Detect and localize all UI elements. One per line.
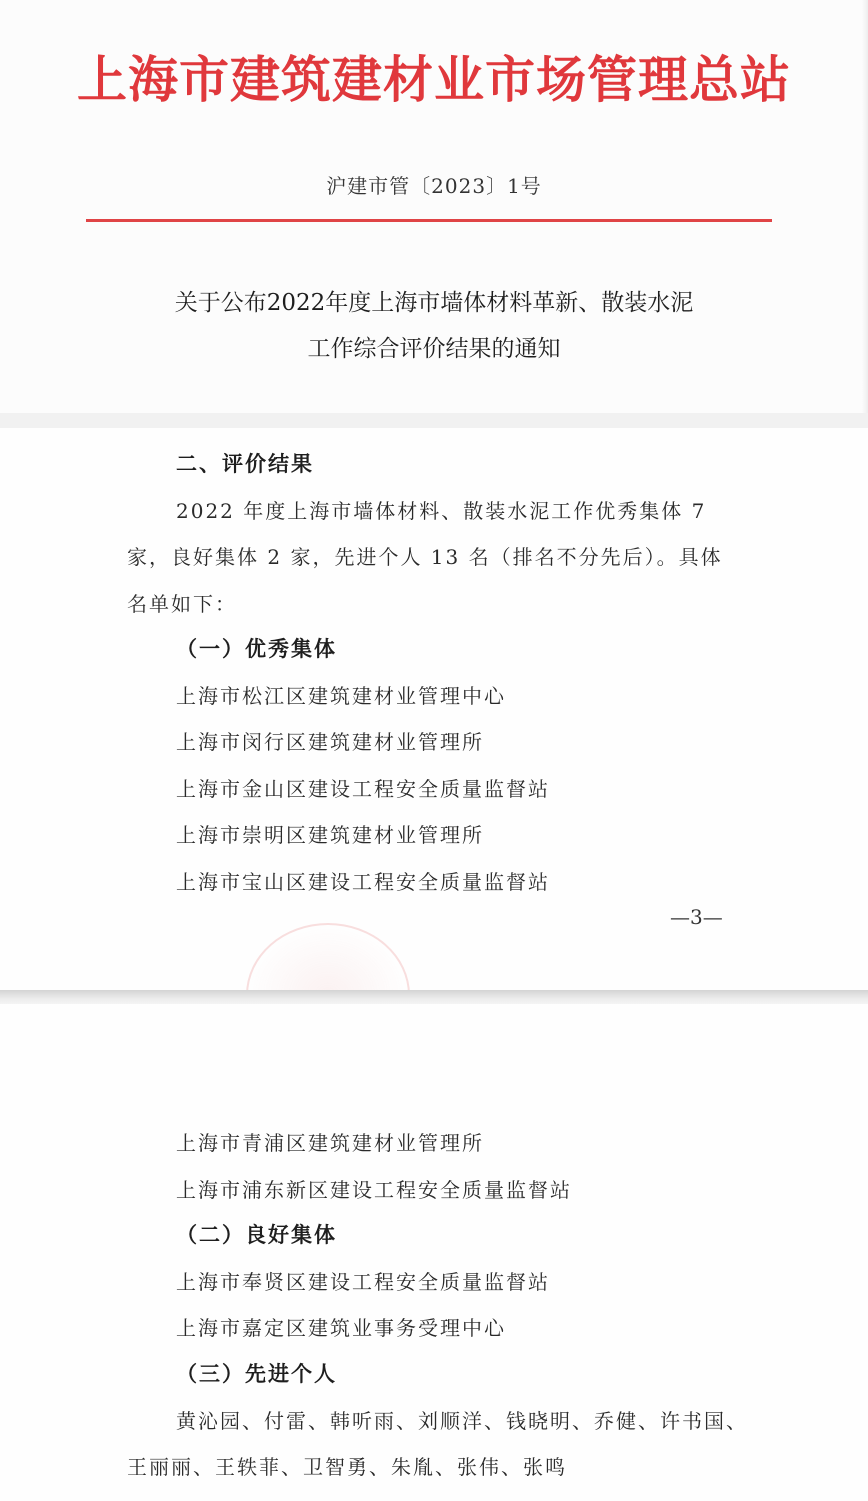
- red-divider: [86, 219, 772, 222]
- advanced-names-line-1: 黄沁园、付雷、韩听雨、刘顺洋、钱晓明、乔健、许书国、: [176, 1409, 748, 1433]
- page-number: —3—: [670, 905, 723, 929]
- list-item: 上海市浦东新区建设工程安全质量监督站: [176, 1178, 572, 1202]
- notice-title-line-1: 关于公布2022年度上海市墙体材料革新、散装水泥: [174, 290, 694, 316]
- document-page-1: [0, 0, 868, 413]
- list-item: 上海市金山区建设工程安全质量监督站: [176, 777, 550, 801]
- advanced-names-line-2: 王丽丽、王轶菲、卫智勇、朱胤、张伟、张鸣: [127, 1455, 567, 1479]
- intro-line-2: 家，良好集体 2 家，先进个人 13 名（排名不分先后）。具体: [127, 545, 723, 569]
- list-item: 上海市崇明区建筑建材业管理所: [176, 823, 484, 847]
- organization-title: 上海市建筑建材业市场管理总站: [77, 50, 791, 109]
- list-item: 上海市青浦区建筑建材业管理所: [176, 1131, 484, 1155]
- list-item: 上海市宝山区建设工程安全质量监督站: [176, 870, 550, 894]
- page-gap: [0, 413, 868, 428]
- intro-line-3: 名单如下：: [127, 592, 237, 616]
- list-item: 上海市闵行区建筑建材业管理所: [176, 730, 484, 754]
- document-number: 沪建市管〔2023〕1号: [326, 174, 542, 198]
- notice-title-line-2: 工作综合评价结果的通知: [307, 336, 561, 362]
- list-item: 上海市松江区建筑建材业管理中心: [176, 684, 506, 708]
- excellent-heading: （一）优秀集体: [176, 636, 337, 661]
- document-page-3: [0, 1004, 868, 1501]
- advanced-heading: （三）先进个人: [176, 1361, 337, 1386]
- good-heading: （二）良好集体: [176, 1222, 337, 1247]
- page-gap: [0, 990, 868, 1004]
- page-edge-shadow: [862, 0, 868, 413]
- list-item: 上海市嘉定区建筑业事务受理中心: [176, 1316, 506, 1340]
- section-heading: 二、评价结果: [176, 451, 314, 476]
- document-page-2: [0, 428, 868, 990]
- intro-line-1: 2022 年度上海市墙体材料、散装水泥工作优秀集体 7: [176, 499, 707, 523]
- list-item: 上海市奉贤区建设工程安全质量监督站: [176, 1270, 550, 1294]
